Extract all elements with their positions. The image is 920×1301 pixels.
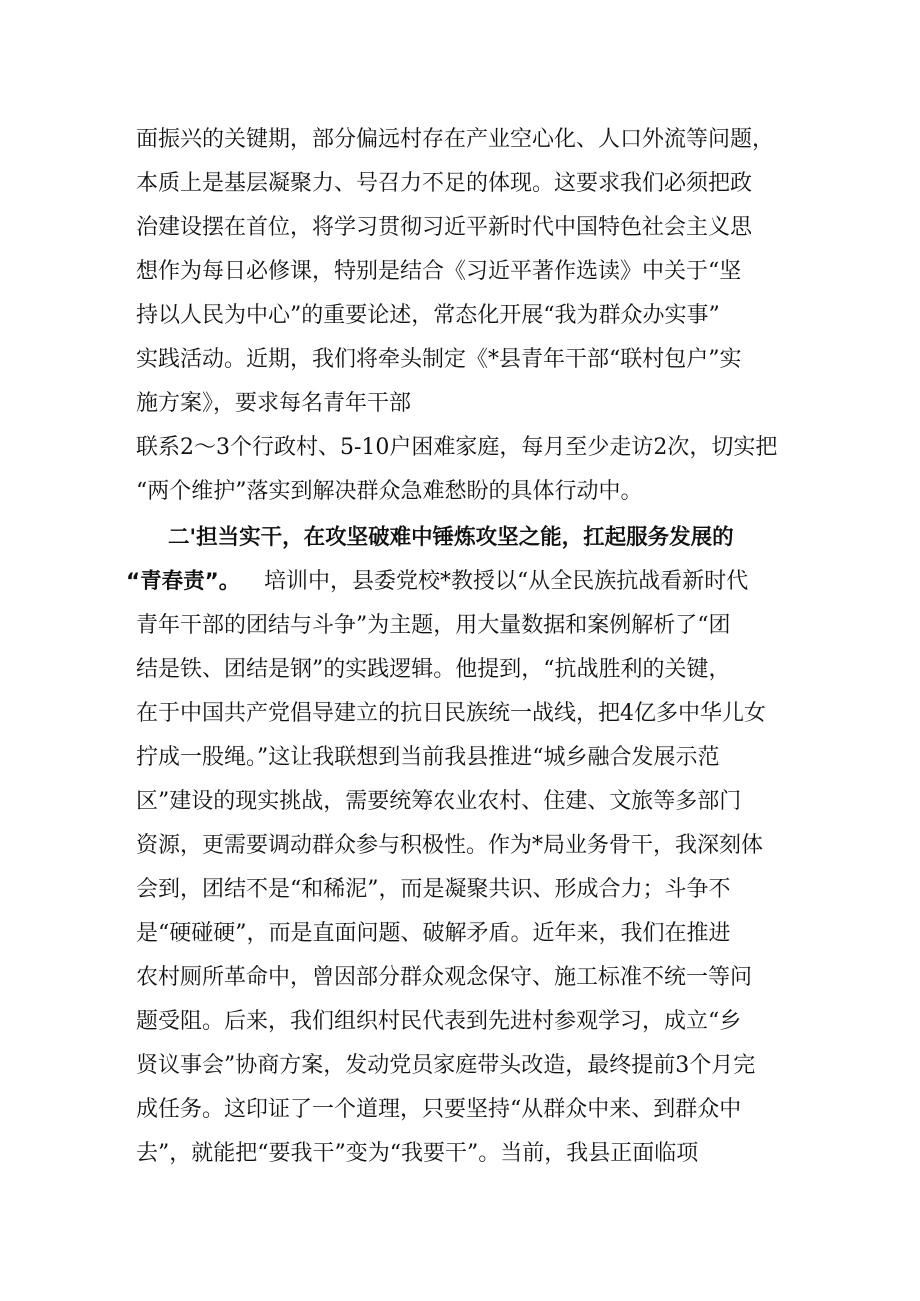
body-line: 结是铁、团结是钢”的实践逻辑。他提到，“抗战胜利的关键， <box>136 657 731 682</box>
body-line: “两个维护”落实到解决群众急难愁盼的具体行动中。 <box>136 479 643 504</box>
body-line: 持以人民为中心”的重要论述，常态化开展“我为群众办实事” <box>136 303 720 328</box>
body-line: 青年干部的团结与斗争”为主题，用大量数据和案例解析了“团 <box>136 613 731 638</box>
body-line: 去”，就能把“要我干”变为“我要干”。当前，我县正面临项 <box>136 1141 699 1166</box>
body-line: 面振兴的关键期，部分偏远村存在产业空心化、人口外流等问题， <box>136 127 775 152</box>
body-line: 资源，更需要调动群众参与积极性。作为*局业务骨干，我深刻体 <box>136 833 764 858</box>
body-line: 实践活动。近期，我们将牵头制定《*县青年干部“联村包户”实 <box>136 347 742 372</box>
section-heading-line: “青春责”。 <box>126 569 241 594</box>
body-line: 贤议事会”协商方案，发动党员家庭带头改造，最终提前3个月完 <box>136 1053 756 1078</box>
section-heading-line: 二'担当实干，在攻坚破难中锤炼攻坚之能，扛起服务发展的 <box>168 525 734 550</box>
body-line: 拧成一股绳。”这让我联想到当前我县推进“城乡融合发展示范 <box>136 745 720 770</box>
body-line: 想作为每日必修课，特别是结合《习近平著作选读》中关于“坚 <box>136 259 742 284</box>
body-line: 在于中国共产党倡导建立的抗日民族统一战线，把4亿多中华儿女 <box>136 701 766 726</box>
body-line: 施方案》，要求每名青年干部 <box>136 391 412 416</box>
body-line: 农村厕所革命中，曾因部分群众观念保守、施工标准不统一等问 <box>136 965 753 990</box>
body-line: 联系2〜3个行政村、5-10户困难家庭，每月至少走访2次，切实把 <box>136 435 778 460</box>
body-line: 培训中，县委党校*教授以“从全民族抗战看新时代 <box>264 569 749 594</box>
body-line: 题受阻。后来，我们组织村民代表到先进村参观学习，成立“乡 <box>136 1009 742 1034</box>
body-line: 本质上是基层凝聚力、号召力不足的体现。这要求我们必须把政 <box>136 171 753 196</box>
body-line: 是“硬碰硬”，而是直面问题、破解矛盾。近年来，我们在推进 <box>136 921 731 946</box>
body-line: 治建设摆在首位，将学习贯彻习近平新时代中国特色社会主义思 <box>136 215 753 240</box>
body-line: 成任务。这印证了一个道理，只要坚持“从群众中来、到群众中 <box>136 1097 742 1122</box>
body-line: 会到，团结不是“和稀泥”，而是凝聚共识、形成合力；斗争不 <box>136 877 731 902</box>
body-line: 区”建设的现实挑战，需要统筹农业农村、住建、文旅等多部门 <box>136 789 742 814</box>
